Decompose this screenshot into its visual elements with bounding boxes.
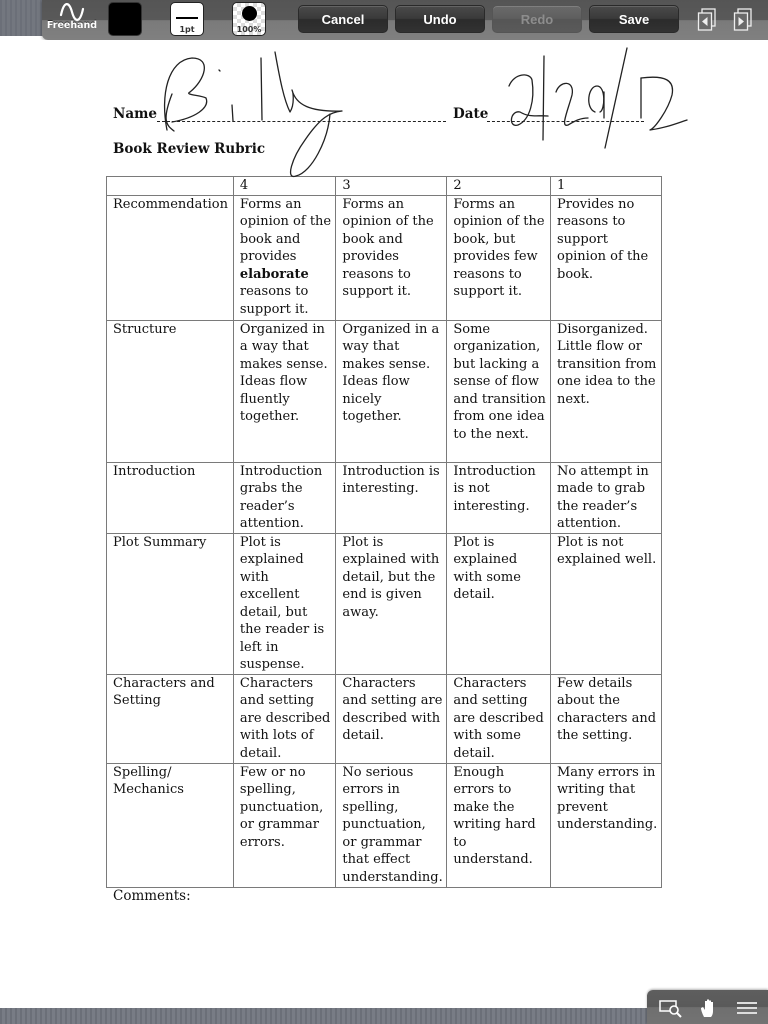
criterion-cell: Plot Summary [107,533,234,674]
rubric-title: Book Review Rubric [113,141,266,157]
opacity-dot-icon [242,6,257,21]
criterion-cell: Characters and Setting [107,674,234,763]
score-3-cell: Characters and setting are described with detail. [336,674,447,763]
bottom-toolbar [647,990,768,1024]
opacity-button[interactable] [232,2,266,36]
opacity-label: 100% [236,25,262,34]
freehand-label: Freehand [46,20,98,31]
cell-text: reasons to support it. [239,284,309,317]
table-row [107,462,662,533]
search-page-icon[interactable] [659,998,683,1018]
cancel-button[interactable]: Cancel [298,5,388,33]
criterion-cell: Structure [107,320,234,462]
name-label: Name [113,106,157,122]
score-2-cell: Some organization, but lacking a sense of flow and transition from one idea to the next. [447,320,551,462]
freehand-tool-button[interactable] [46,2,98,36]
criterion-cell: Spelling/ Mechanics [107,763,234,887]
score-1-cell: Few details about the characters and the setting. [551,674,662,763]
date-label: Date [453,106,489,122]
score-2-cell: Forms an opinion of the book, but provides few reasons to support it. [447,195,551,320]
cell-text: Forms an opinion of the book and provides [239,196,332,264]
score-3-cell: No serious errors in spelling, punctuation, or grammar that effect understanding. [336,763,447,887]
menu-icon[interactable] [735,998,759,1018]
line-width-sample-icon [176,17,198,19]
score-1-cell: Many errors in writing that prevent understanding. [551,763,662,887]
line-width-button[interactable] [170,2,204,36]
score-1-cell: Disorganized. Little flow or transition from one idea to the next. [551,320,662,462]
score-4-cell: Introduction grabs the reader’s attention. [233,462,336,533]
score-3-cell: Organized in a way that makes sense. Ideas flow nicely together. [336,320,447,462]
score-4-cell: Characters and setting are described with lots of detail. [233,674,336,763]
hand-pan-icon[interactable] [697,998,721,1018]
save-button[interactable]: Save [589,5,679,33]
document-page[interactable] [0,40,768,1008]
score-1-cell: Plot is not explained well. [551,533,662,674]
line-width-label: 1pt [179,25,195,34]
score-2-cell: Plot is explained with some detail. [447,533,551,674]
redo-button[interactable]: Redo [492,5,582,33]
header-cell: 1 [551,177,662,196]
criterion-cell: Introduction [107,462,234,533]
table-row [107,763,662,887]
header-cell: 2 [447,177,551,196]
score-2-cell: Enough errors to make the writing hard to understand. [447,763,551,887]
table-row [107,195,662,320]
undo-button[interactable]: Undo [395,5,485,33]
freehand-wave-icon [59,3,85,21]
table-row [107,533,662,674]
date-field-line[interactable] [487,121,644,122]
score-4-cell: Plot is explained with excellent detail, but the reader is left in suspense. [233,533,336,674]
next-page-icon[interactable] [733,8,753,32]
score-4-cell: Organized in a way that makes sense. Ideas flow fluently together. [233,320,336,462]
previous-page-icon[interactable] [697,8,717,32]
color-swatch-button[interactable] [108,2,142,36]
annotation-toolbar [42,0,768,40]
comments-label: Comments: [113,888,191,904]
score-4-cell: Few or no spelling, punctuation, or grammar errors. [233,763,336,887]
table-row [107,320,662,462]
criterion-cell: Recommendation [107,195,234,320]
table-row [107,674,662,763]
name-field-line[interactable] [157,121,446,122]
score-2-cell: Characters and setting are described with some detail. [447,674,551,763]
header-cell [107,177,234,196]
header-cell: 4 [233,177,336,196]
cell-bold-text: elaborate [239,266,309,282]
score-2-cell: Introduction is not interesting. [447,462,551,533]
table-header-row [107,177,662,196]
score-3-cell: Plot is explained with detail, but the end is given away. [336,533,447,674]
score-4-cell [233,195,336,320]
header-cell: 3 [336,177,447,196]
score-1-cell: Provides no reasons to support opinion of the book. [551,195,662,320]
rubric-table [106,176,662,888]
score-1-cell: No attempt in made to grab the reader’s attention. [551,462,662,533]
score-3-cell: Forms an opinion of the book and provides reasons to support it. [336,195,447,320]
score-3-cell: Introduction is interesting. [336,462,447,533]
